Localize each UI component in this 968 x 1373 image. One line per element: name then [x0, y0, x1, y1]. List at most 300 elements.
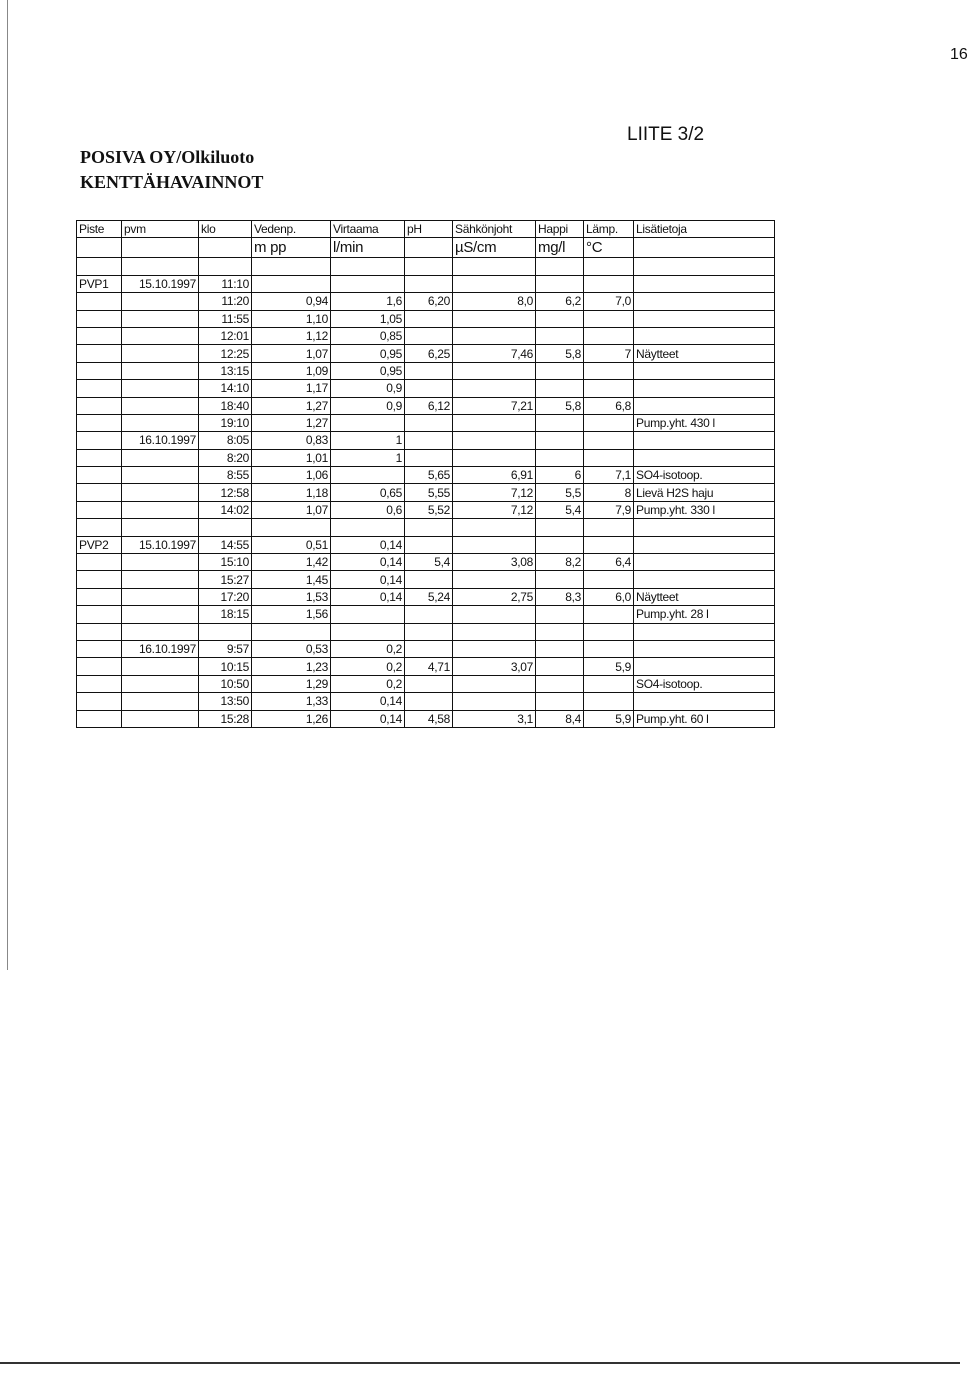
cell-pvm	[122, 362, 199, 379]
scan-border-bottom	[0, 1362, 960, 1364]
cell-piste	[77, 554, 122, 571]
cell-pvm	[122, 397, 199, 414]
cell-pvm	[122, 484, 199, 501]
table-row	[77, 432, 775, 449]
cell-piste	[77, 710, 122, 727]
cell-virtaama: 1,05	[331, 310, 405, 327]
cell-happi	[536, 449, 584, 466]
cell-ph	[405, 258, 453, 275]
cell-happi	[536, 362, 584, 379]
cell-vedenp	[252, 623, 331, 640]
cell-lisatietoja	[634, 397, 775, 414]
cell-ph	[405, 606, 453, 623]
cell-ph	[405, 414, 453, 431]
cell-lisatietoja	[634, 554, 775, 571]
cell-pvm	[122, 414, 199, 431]
cell-pvm	[122, 258, 199, 275]
cell-vedenp	[252, 258, 331, 275]
cell-happi: 8,4	[536, 710, 584, 727]
cell-vedenp: 1,42	[252, 554, 331, 571]
cell-happi	[536, 414, 584, 431]
cell-klo: 11:55	[199, 310, 252, 327]
cell-lisatietoja	[634, 238, 775, 258]
cell-pvm	[122, 675, 199, 692]
cell-virtaama: 0,2	[331, 675, 405, 692]
cell-virtaama: 0,2	[331, 640, 405, 657]
cell-lamp: 7,1	[584, 467, 634, 484]
cell-pvm: 16.10.1997	[122, 640, 199, 657]
cell-ph: 6,20	[405, 293, 453, 310]
cell-lamp	[584, 310, 634, 327]
cell-lamp: 8	[584, 484, 634, 501]
table-row	[77, 710, 775, 727]
cell-happi: Happi	[536, 221, 584, 238]
cell-lisatietoja	[634, 432, 775, 449]
table-row	[77, 293, 775, 310]
cell-klo: 8:05	[199, 432, 252, 449]
cell-pvm	[122, 501, 199, 518]
cell-vedenp: 1,10	[252, 310, 331, 327]
cell-vedenp	[252, 519, 331, 536]
cell-piste	[77, 310, 122, 327]
cell-piste	[77, 467, 122, 484]
cell-pvm	[122, 519, 199, 536]
cell-vedenp: 1,17	[252, 380, 331, 397]
cell-ph	[405, 449, 453, 466]
cell-virtaama	[331, 519, 405, 536]
cell-happi	[536, 536, 584, 553]
cell-piste: Piste	[77, 221, 122, 238]
cell-pvm	[122, 293, 199, 310]
cell-lamp	[584, 693, 634, 710]
cell-klo: 13:15	[199, 362, 252, 379]
cell-ph	[405, 327, 453, 344]
cell-sahkonjoht	[453, 571, 536, 588]
cell-klo: 15:27	[199, 571, 252, 588]
cell-sahkonjoht	[453, 310, 536, 327]
cell-vedenp: 1,27	[252, 414, 331, 431]
cell-lamp: 6,8	[584, 397, 634, 414]
cell-sahkonjoht: 6,91	[453, 467, 536, 484]
cell-virtaama: 0,14	[331, 710, 405, 727]
cell-ph	[405, 623, 453, 640]
cell-lisatietoja	[634, 362, 775, 379]
cell-pvm	[122, 658, 199, 675]
cell-lamp: 7	[584, 345, 634, 362]
cell-virtaama: 0,14	[331, 588, 405, 605]
cell-vedenp: 1,09	[252, 362, 331, 379]
cell-virtaama: 0,65	[331, 484, 405, 501]
cell-pvm	[122, 467, 199, 484]
cell-klo: 10:50	[199, 675, 252, 692]
cell-happi	[536, 380, 584, 397]
cell-lisatietoja	[634, 327, 775, 344]
cell-sahkonjoht	[453, 414, 536, 431]
cell-sahkonjoht	[453, 362, 536, 379]
cell-happi: 8,3	[536, 588, 584, 605]
cell-ph	[405, 310, 453, 327]
table-row	[77, 588, 775, 605]
cell-klo: 12:58	[199, 484, 252, 501]
cell-pvm	[122, 449, 199, 466]
cell-piste	[77, 571, 122, 588]
cell-virtaama: 1	[331, 432, 405, 449]
cell-klo: 15:10	[199, 554, 252, 571]
cell-sahkonjoht: 2,75	[453, 588, 536, 605]
cell-pvm	[122, 380, 199, 397]
cell-pvm	[122, 238, 199, 258]
cell-lisatietoja	[634, 571, 775, 588]
cell-sahkonjoht	[453, 519, 536, 536]
cell-happi: mg/l	[536, 238, 584, 258]
cell-lamp: Lämp.	[584, 221, 634, 238]
cell-sahkonjoht	[453, 449, 536, 466]
cell-virtaama: 0,85	[331, 327, 405, 344]
cell-lisatietoja	[634, 258, 775, 275]
cell-pvm: 15.10.1997	[122, 275, 199, 292]
cell-ph	[405, 432, 453, 449]
cell-virtaama: 0,6	[331, 501, 405, 518]
table-row	[77, 275, 775, 292]
cell-lisatietoja: Pump.yht. 330 l	[634, 501, 775, 518]
cell-piste	[77, 362, 122, 379]
cell-ph	[405, 362, 453, 379]
cell-piste	[77, 588, 122, 605]
cell-virtaama	[331, 467, 405, 484]
cell-klo: 12:25	[199, 345, 252, 362]
cell-ph	[405, 640, 453, 657]
cell-klo: 15:28	[199, 710, 252, 727]
cell-klo: 8:55	[199, 467, 252, 484]
cell-klo: 14:02	[199, 501, 252, 518]
document-title	[80, 145, 263, 195]
table-row	[77, 623, 775, 640]
cell-ph: 6,25	[405, 345, 453, 362]
cell-klo: klo	[199, 221, 252, 238]
cell-happi	[536, 606, 584, 623]
cell-pvm: pvm	[122, 221, 199, 238]
cell-pvm	[122, 710, 199, 727]
table-row	[77, 606, 775, 623]
table-row	[77, 467, 775, 484]
cell-vedenp: 1,26	[252, 710, 331, 727]
table-row	[77, 675, 775, 692]
cell-lamp: °C	[584, 238, 634, 258]
cell-virtaama	[331, 414, 405, 431]
cell-ph	[405, 693, 453, 710]
cell-sahkonjoht	[453, 380, 536, 397]
cell-ph: 6,12	[405, 397, 453, 414]
cell-ph	[405, 275, 453, 292]
cell-piste	[77, 519, 122, 536]
cell-klo: 17:20	[199, 588, 252, 605]
cell-klo: 8:20	[199, 449, 252, 466]
cell-lisatietoja: Näytteet	[634, 588, 775, 605]
cell-lisatietoja	[634, 275, 775, 292]
cell-sahkonjoht	[453, 675, 536, 692]
cell-klo: 11:20	[199, 293, 252, 310]
cell-lamp	[584, 380, 634, 397]
cell-ph: 5,24	[405, 588, 453, 605]
cell-happi: 5,5	[536, 484, 584, 501]
table-row	[77, 258, 775, 275]
cell-vedenp: 1,07	[252, 501, 331, 518]
cell-virtaama: 0,95	[331, 362, 405, 379]
cell-lisatietoja: Näytteet	[634, 345, 775, 362]
cell-lisatietoja	[634, 536, 775, 553]
cell-vedenp: m pp	[252, 238, 331, 258]
cell-sahkonjoht	[453, 640, 536, 657]
cell-vedenp: 0,94	[252, 293, 331, 310]
cell-lamp	[584, 362, 634, 379]
cell-lamp	[584, 571, 634, 588]
cell-happi	[536, 658, 584, 675]
cell-vedenp: 1,06	[252, 467, 331, 484]
cell-happi	[536, 693, 584, 710]
cell-sahkonjoht	[453, 258, 536, 275]
cell-piste	[77, 293, 122, 310]
cell-sahkonjoht: Sähkönjoht	[453, 221, 536, 238]
units-row	[77, 238, 775, 258]
cell-happi	[536, 258, 584, 275]
cell-pvm	[122, 310, 199, 327]
cell-piste	[77, 327, 122, 344]
cell-sahkonjoht	[453, 606, 536, 623]
cell-happi: 5,8	[536, 345, 584, 362]
cell-lamp	[584, 536, 634, 553]
cell-lamp	[584, 640, 634, 657]
cell-piste	[77, 675, 122, 692]
table-row	[77, 310, 775, 327]
cell-klo: 10:15	[199, 658, 252, 675]
table-row	[77, 380, 775, 397]
cell-lisatietoja: Lievä H2S haju	[634, 484, 775, 501]
table-row	[77, 345, 775, 362]
cell-lamp: 5,9	[584, 710, 634, 727]
cell-vedenp: 1,01	[252, 449, 331, 466]
cell-lisatietoja	[634, 293, 775, 310]
cell-lisatietoja: Pump.yht. 60 l	[634, 710, 775, 727]
cell-lisatietoja	[634, 380, 775, 397]
cell-piste	[77, 345, 122, 362]
cell-virtaama: l/min	[331, 238, 405, 258]
cell-sahkonjoht: µS/cm	[453, 238, 536, 258]
cell-virtaama: 1	[331, 449, 405, 466]
cell-lisatietoja: SO4-isotoop.	[634, 675, 775, 692]
cell-vedenp: 1,33	[252, 693, 331, 710]
cell-vedenp: 1,45	[252, 571, 331, 588]
cell-happi	[536, 640, 584, 657]
appendix-label: LIITE 3/2	[627, 124, 705, 145]
cell-pvm	[122, 554, 199, 571]
field-observations-table	[76, 220, 775, 728]
header-row	[77, 221, 775, 238]
cell-sahkonjoht	[453, 536, 536, 553]
cell-vedenp	[252, 275, 331, 292]
cell-lamp: 5,9	[584, 658, 634, 675]
cell-klo: 14:10	[199, 380, 252, 397]
cell-lamp	[584, 675, 634, 692]
cell-happi	[536, 275, 584, 292]
cell-happi: 5,4	[536, 501, 584, 518]
cell-ph	[405, 675, 453, 692]
cell-klo: 12:01	[199, 327, 252, 344]
cell-ph: 5,55	[405, 484, 453, 501]
cell-happi: 8,2	[536, 554, 584, 571]
cell-piste	[77, 397, 122, 414]
cell-pvm	[122, 693, 199, 710]
table-row	[77, 484, 775, 501]
cell-sahkonjoht: 7,12	[453, 484, 536, 501]
cell-virtaama: 0,2	[331, 658, 405, 675]
table-row	[77, 536, 775, 553]
cell-sahkonjoht: 8,0	[453, 293, 536, 310]
cell-klo	[199, 623, 252, 640]
cell-piste	[77, 414, 122, 431]
cell-lamp	[584, 606, 634, 623]
cell-happi	[536, 571, 584, 588]
cell-virtaama: 1,6	[331, 293, 405, 310]
cell-lisatietoja: Pump.yht. 28 l	[634, 606, 775, 623]
cell-ph	[405, 571, 453, 588]
cell-pvm: 16.10.1997	[122, 432, 199, 449]
cell-piste	[77, 606, 122, 623]
cell-happi	[536, 519, 584, 536]
cell-lamp	[584, 519, 634, 536]
cell-sahkonjoht: 3,1	[453, 710, 536, 727]
cell-lisatietoja: Lisätietoja	[634, 221, 775, 238]
cell-lamp: 7,9	[584, 501, 634, 518]
cell-lamp	[584, 449, 634, 466]
cell-vedenp: 1,29	[252, 675, 331, 692]
table-row	[77, 501, 775, 518]
cell-ph	[405, 380, 453, 397]
cell-piste	[77, 449, 122, 466]
cell-vedenp: 0,53	[252, 640, 331, 657]
cell-pvm	[122, 327, 199, 344]
cell-ph: 5,52	[405, 501, 453, 518]
table-row	[77, 658, 775, 675]
cell-ph: 4,58	[405, 710, 453, 727]
cell-sahkonjoht	[453, 623, 536, 640]
cell-lisatietoja	[634, 640, 775, 657]
cell-virtaama: 0,14	[331, 571, 405, 588]
cell-ph	[405, 519, 453, 536]
cell-lamp	[584, 258, 634, 275]
cell-ph: 5,65	[405, 467, 453, 484]
cell-piste	[77, 658, 122, 675]
cell-klo: 18:40	[199, 397, 252, 414]
cell-pvm	[122, 571, 199, 588]
cell-pvm	[122, 345, 199, 362]
cell-virtaama: Virtaama	[331, 221, 405, 238]
cell-vedenp: 1,18	[252, 484, 331, 501]
cell-virtaama: 0,14	[331, 536, 405, 553]
table-row	[77, 414, 775, 431]
cell-klo: 19:10	[199, 414, 252, 431]
table-row	[77, 519, 775, 536]
cell-vedenp: 1,27	[252, 397, 331, 414]
cell-happi: 5,8	[536, 397, 584, 414]
cell-lamp: 6,0	[584, 588, 634, 605]
table-row	[77, 693, 775, 710]
cell-vedenp: 1,12	[252, 327, 331, 344]
cell-sahkonjoht: 3,07	[453, 658, 536, 675]
page-number: 16	[950, 46, 968, 63]
cell-happi: 6	[536, 467, 584, 484]
cell-piste	[77, 380, 122, 397]
cell-pvm	[122, 623, 199, 640]
cell-klo: 11:10	[199, 275, 252, 292]
cell-virtaama	[331, 275, 405, 292]
cell-lamp: 7,0	[584, 293, 634, 310]
cell-piste: PVP2	[77, 536, 122, 553]
table-row	[77, 449, 775, 466]
cell-virtaama: 0,9	[331, 380, 405, 397]
cell-sahkonjoht	[453, 327, 536, 344]
cell-piste	[77, 640, 122, 657]
cell-lisatietoja	[634, 310, 775, 327]
table-row	[77, 327, 775, 344]
cell-piste	[77, 258, 122, 275]
table-row	[77, 362, 775, 379]
cell-ph: 4,71	[405, 658, 453, 675]
cell-pvm: 15.10.1997	[122, 536, 199, 553]
cell-piste	[77, 693, 122, 710]
cell-happi	[536, 327, 584, 344]
cell-piste: PVP1	[77, 275, 122, 292]
cell-sahkonjoht	[453, 275, 536, 292]
cell-lamp: 6,4	[584, 554, 634, 571]
cell-ph: 5,4	[405, 554, 453, 571]
cell-happi	[536, 675, 584, 692]
cell-lisatietoja	[634, 623, 775, 640]
cell-happi	[536, 432, 584, 449]
cell-piste	[77, 432, 122, 449]
table-row	[77, 554, 775, 571]
cell-virtaama	[331, 258, 405, 275]
cell-vedenp: 1,23	[252, 658, 331, 675]
cell-lisatietoja: Pump.yht. 430 l	[634, 414, 775, 431]
cell-klo: 14:55	[199, 536, 252, 553]
table-row	[77, 640, 775, 657]
cell-sahkonjoht: 7,46	[453, 345, 536, 362]
cell-sahkonjoht	[453, 693, 536, 710]
table-row	[77, 571, 775, 588]
cell-vedenp: 1,07	[252, 345, 331, 362]
title-heading: KENTTÄHAVAINNOT	[80, 172, 264, 192]
cell-sahkonjoht: 7,12	[453, 501, 536, 518]
cell-klo: 18:15	[199, 606, 252, 623]
cell-lisatietoja	[634, 658, 775, 675]
cell-klo: 9:57	[199, 640, 252, 657]
cell-vedenp: 1,56	[252, 606, 331, 623]
cell-lisatietoja	[634, 693, 775, 710]
cell-happi	[536, 310, 584, 327]
cell-happi	[536, 623, 584, 640]
cell-lamp	[584, 327, 634, 344]
cell-virtaama: 0,95	[331, 345, 405, 362]
cell-lisatietoja: SO4-isotoop.	[634, 467, 775, 484]
cell-lamp	[584, 623, 634, 640]
cell-klo: 13:50	[199, 693, 252, 710]
cell-pvm	[122, 606, 199, 623]
cell-piste	[77, 238, 122, 258]
cell-piste	[77, 484, 122, 501]
cell-happi: 6,2	[536, 293, 584, 310]
cell-lamp	[584, 275, 634, 292]
cell-ph: pH	[405, 221, 453, 238]
